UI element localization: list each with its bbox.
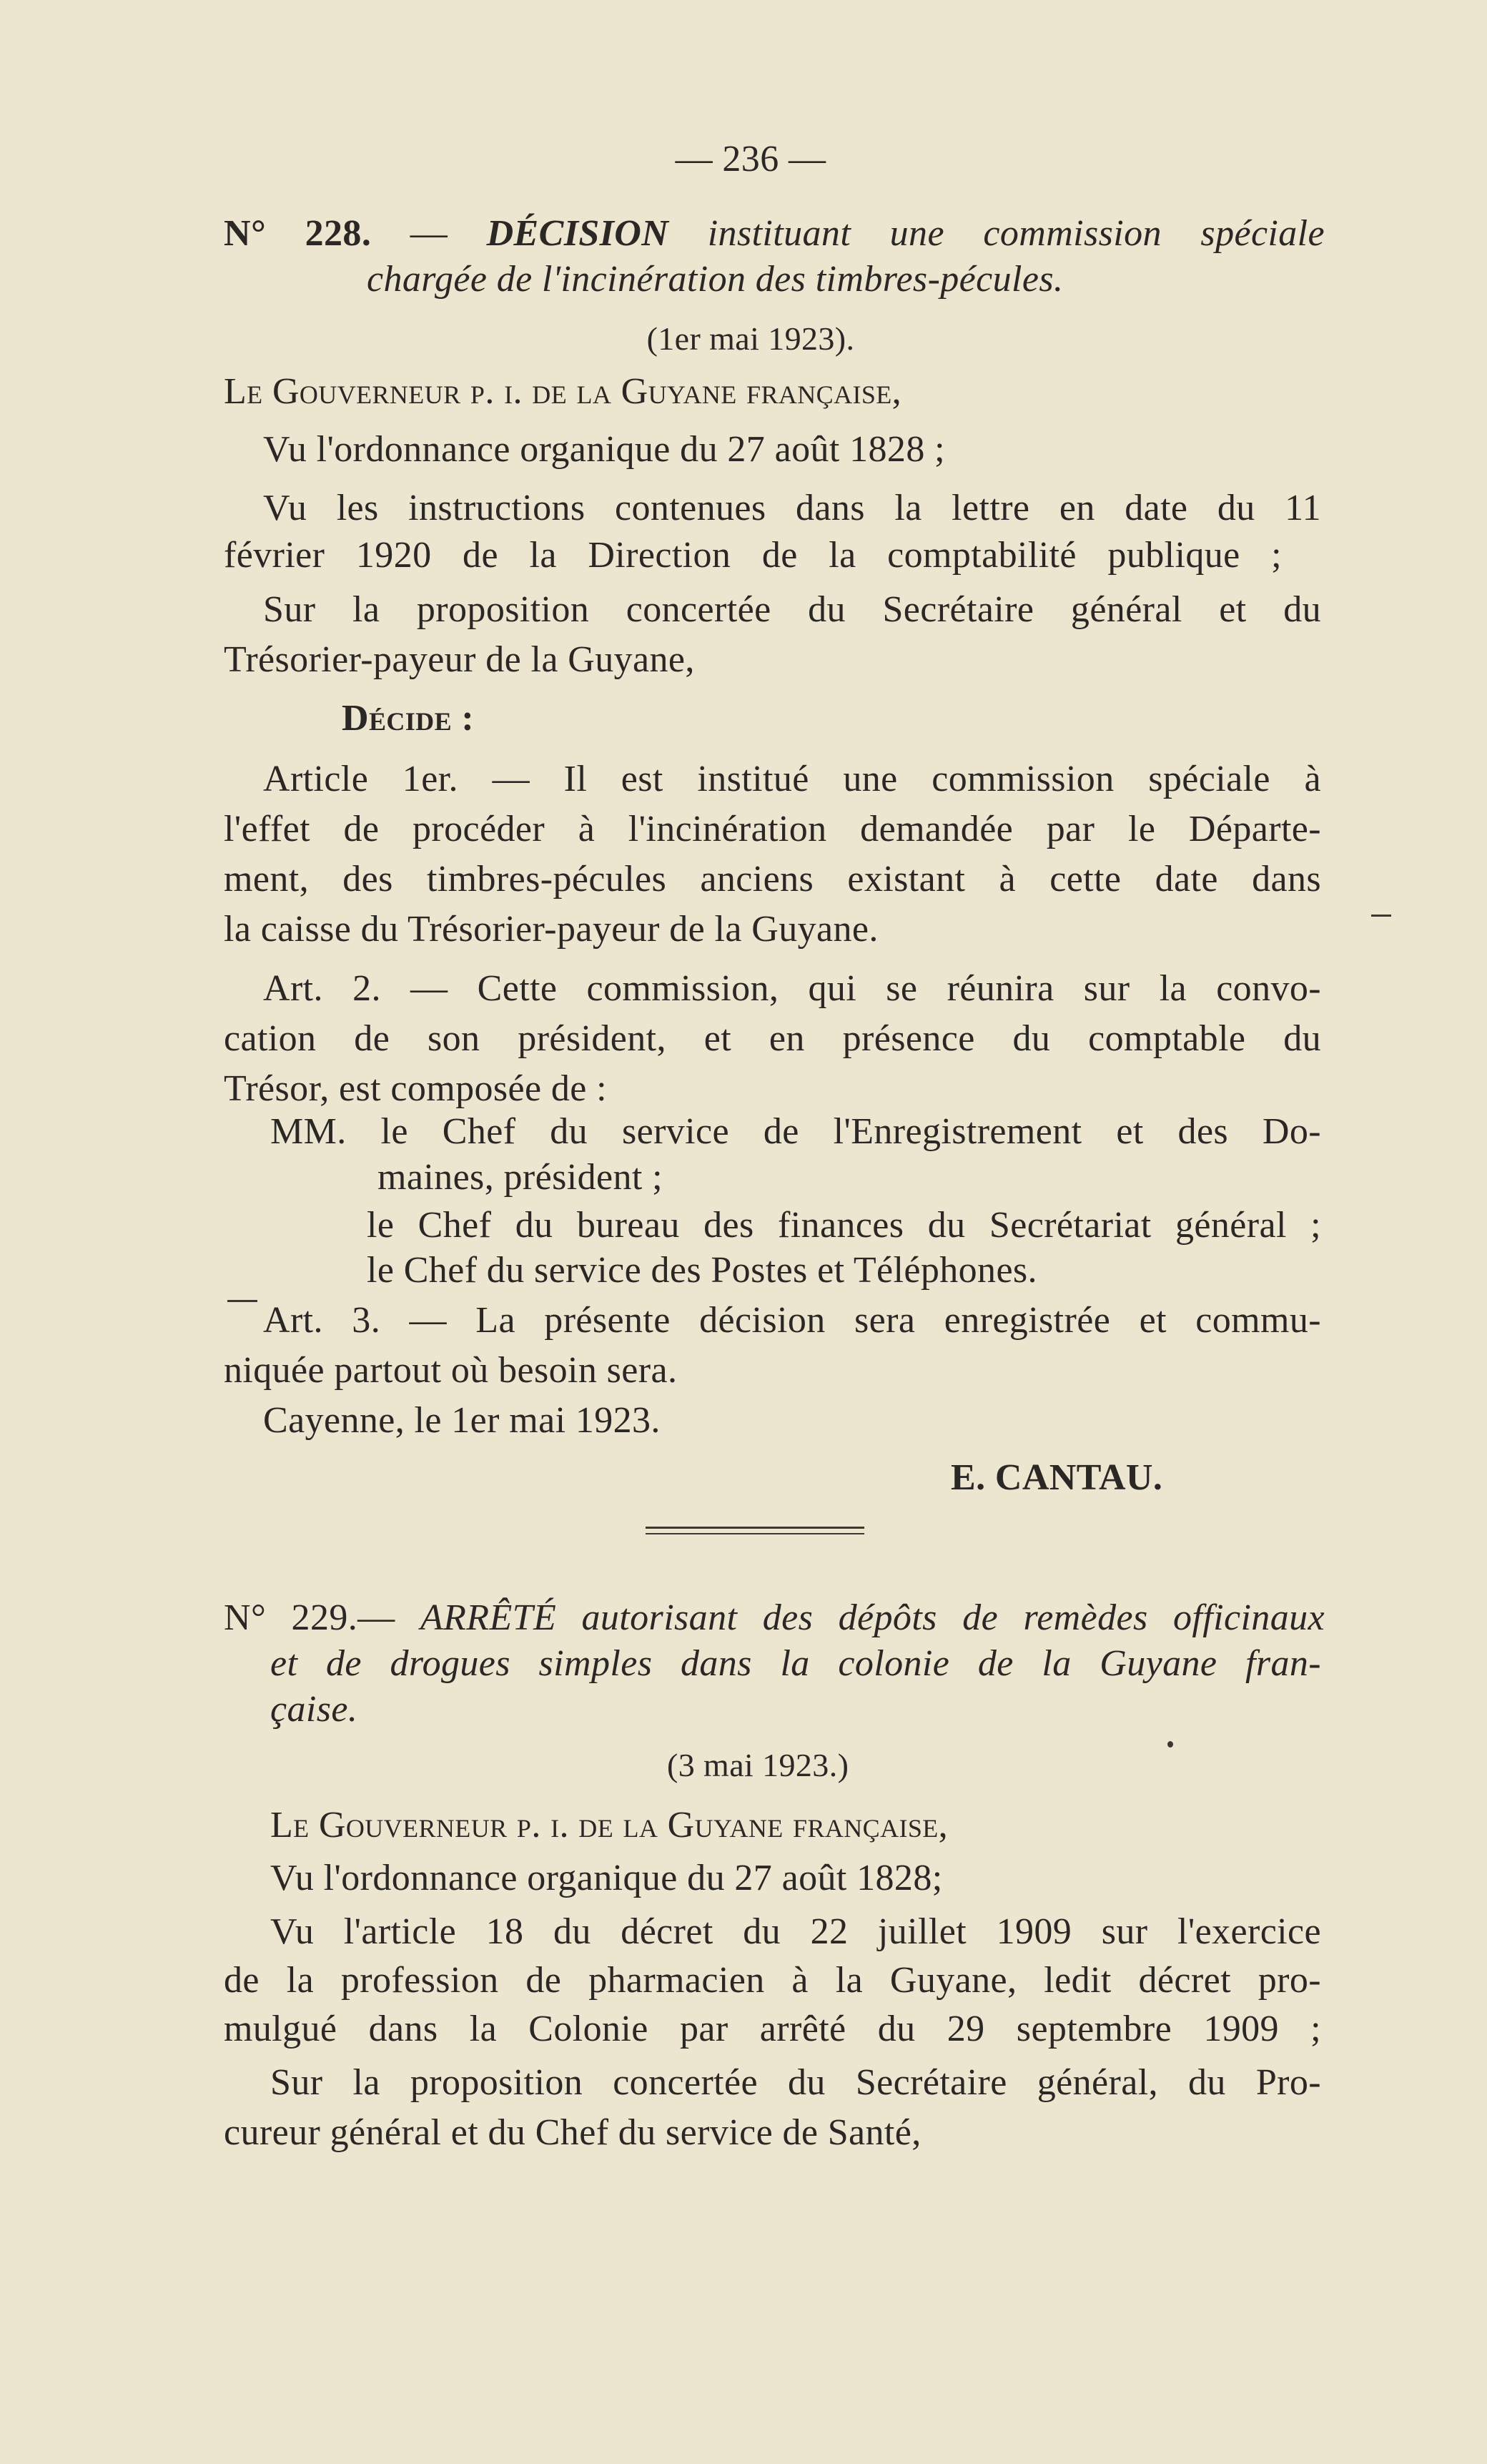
article-3-line-2: niquée partout où besoin sera. <box>224 1350 678 1391</box>
arrete-title-line-2: et de drogues simples dans la colonie de la Guyane fran- <box>270 1643 1321 1684</box>
members-line-2: maines, président ; <box>377 1157 663 1198</box>
article-2-line-2: cation de son président, et en présence du comptable du <box>224 1018 1321 1059</box>
article-1-line-1: Article 1er. — Il est institué une commission spéciale à <box>263 759 1321 799</box>
decision-vu-ordonnance: Vu l'ordonnance organique du 27 août 1828 ; <box>263 429 945 470</box>
decision-signature: E. CANTAU. <box>951 1457 1163 1498</box>
article-1-line-3: ment, des timbres-pécules anciens existant à cette date dans <box>224 859 1321 900</box>
page-speck <box>1167 1741 1173 1748</box>
decision-keyword: DÉCISION <box>486 213 669 254</box>
page-speck <box>1371 915 1391 917</box>
members-line-4: le Chef du service des Postes et Téléphones. <box>367 1250 1037 1291</box>
arrete-keyword: ARRÊTÉ <box>420 1597 557 1638</box>
article-3-line-1: Art. 3. — La présente décision sera enregistrée et commu- <box>263 1300 1321 1341</box>
decision-vu-instructions: Vu les instructions contenues dans la lettre en date du 11 <box>263 488 1321 528</box>
article-2-line-1: Art. 2. — Cette commission, qui se réunira sur la convo- <box>263 968 1321 1009</box>
section-divider <box>646 1527 864 1534</box>
arrete-preamble: Le Gouverneur p. i. de la Guyane française, <box>270 1805 949 1845</box>
arrete-number: N° 229. <box>224 1597 358 1638</box>
decision-date: (1er mai 1923). <box>646 320 855 357</box>
decision-number: N° 228. <box>224 213 372 254</box>
members-line-1: MM. le Chef du service de l'Enregistrement et des Do- <box>270 1111 1321 1152</box>
decision-title-line-2: chargée de l'incinération des timbres-pécules. <box>367 259 1064 300</box>
arrete-date: (3 mai 1923.) <box>667 1747 849 1783</box>
decision-sur-proposition-cont: Trésorier-payeur de la Guyane, <box>224 639 695 680</box>
decision-vu-instructions-cont: février 1920 de la Direction de la comptabilité publique ; <box>224 535 1282 576</box>
decision-place-date: Cayenne, le 1er mai 1923. <box>263 1400 661 1441</box>
arrete-vu-article-line-3: mulgué dans la Colonie par arrêté du 29 septembre 1909 ; <box>224 2009 1321 2049</box>
arrete-title-line-3: çaise. <box>270 1689 358 1730</box>
arrete-vu-article-line-1: Vu l'article 18 du décret du 22 juillet 1909 sur l'exercice <box>270 1911 1321 1952</box>
margin-mark <box>227 1300 257 1302</box>
decision-sur-proposition: Sur la proposition concertée du Secrétaire général et du <box>263 589 1321 630</box>
decision-preamble: Le Gouverneur p. i. de la Guyane française, <box>224 371 902 412</box>
arrete-title-line-1: N° 229.— ARRÊTÉ autorisant des dépôts de remèdes officinaux <box>224 1597 1325 1638</box>
article-1-line-2: l'effet de procéder à l'incinération demandée par le Départe- <box>224 809 1321 849</box>
members-line-3: le Chef du bureau des finances du Secrétariat général ; <box>367 1205 1321 1246</box>
article-1-line-4: la caisse du Trésorier-payeur de la Guyane. <box>224 909 879 950</box>
page-number: — 236 — <box>675 139 826 179</box>
article-2-line-3: Trésor, est composée de : <box>224 1068 608 1109</box>
arrete-sur-proposition-line-2: cureur général et du Chef du service de Santé, <box>224 2112 922 2153</box>
arrete-sur-proposition-line-1: Sur la proposition concertée du Secrétaire général, du Pro- <box>270 2062 1321 2103</box>
arrete-vu-article-line-2: de la profession de pharmacien à la Guyane, ledit décret pro- <box>224 1960 1321 2001</box>
decision-title-line-1: N° 228. — DÉCISION instituant une commission spéciale <box>224 213 1325 254</box>
decision-decide: Décide : <box>342 698 475 739</box>
arrete-vu-ordonnance: Vu l'ordonnance organique du 27 août 1828; <box>270 1858 943 1898</box>
